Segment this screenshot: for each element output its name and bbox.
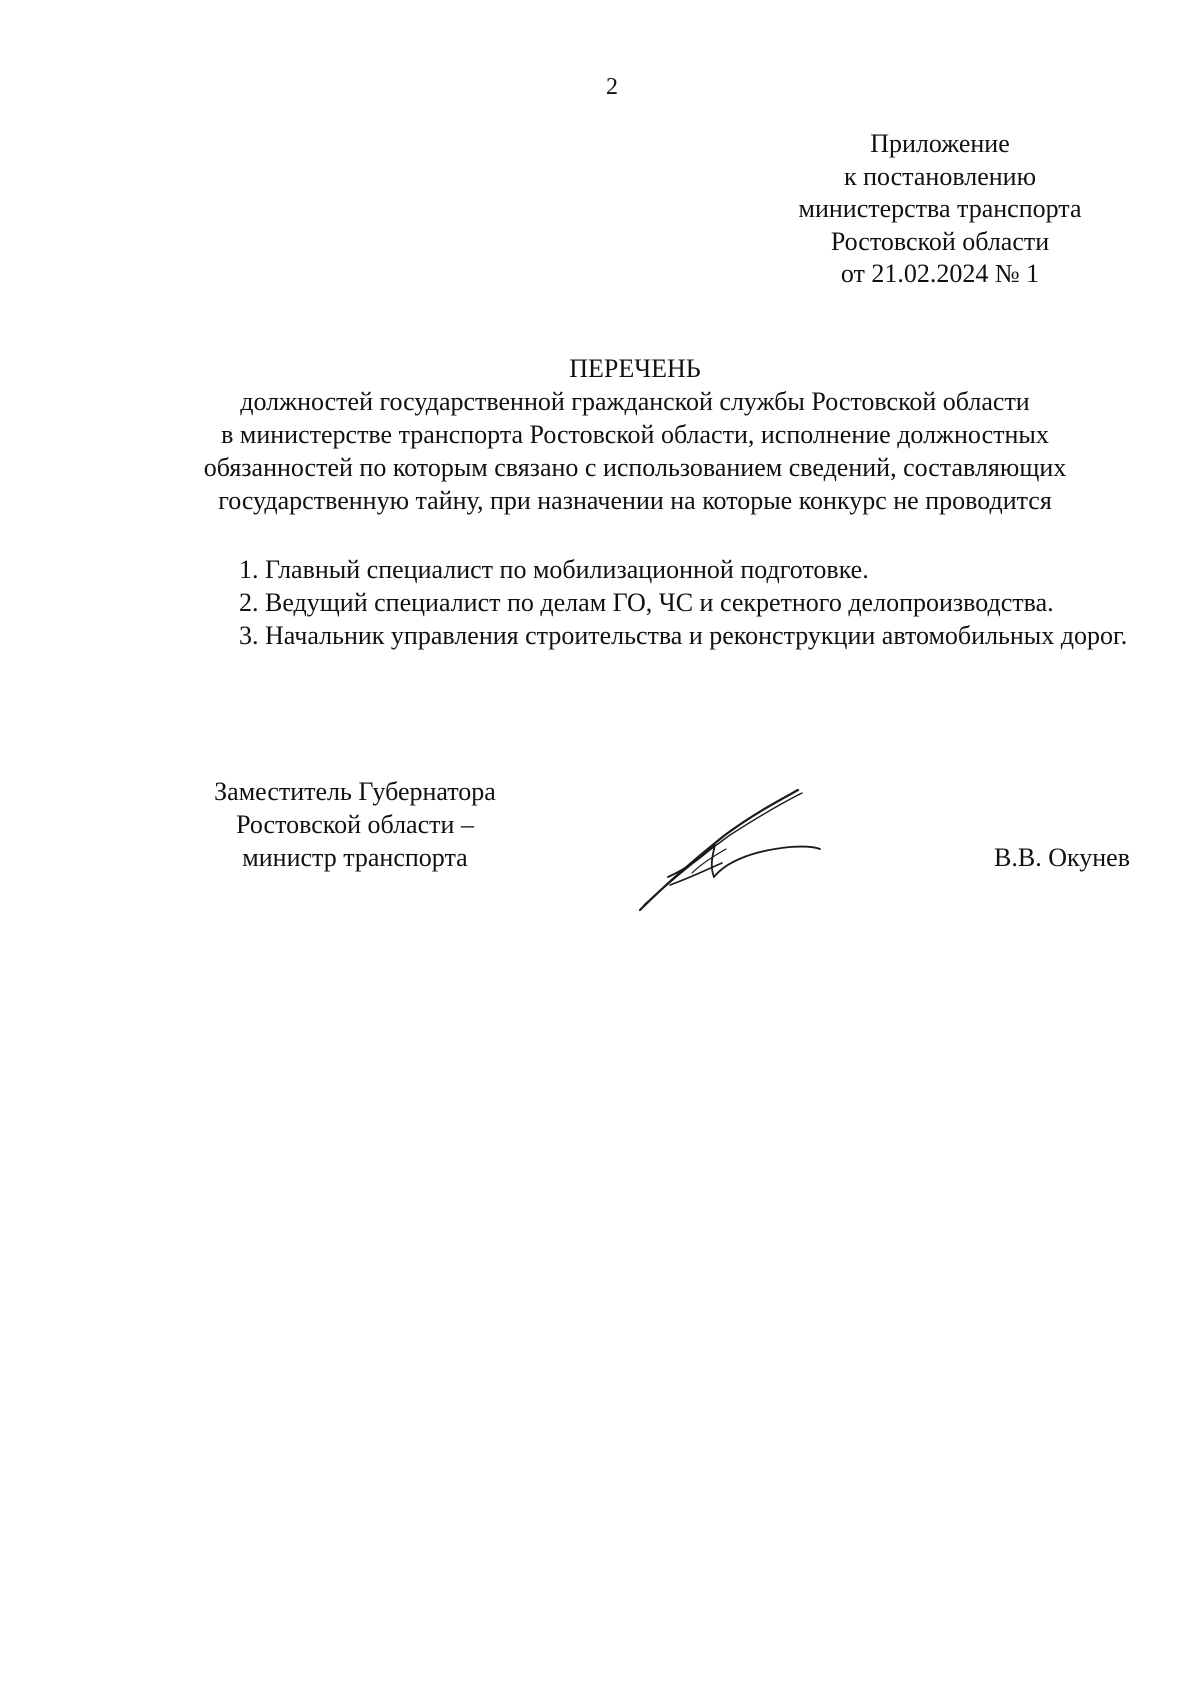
positions-list xyxy=(165,553,1140,652)
document-subtitle-line: государственную тайну, при назначении на которые конкурс не проводится xyxy=(218,486,1052,515)
list-item: 3. Начальник управления строительства и реконструкции автомобильных дорог. xyxy=(239,621,1128,650)
appendix-header xyxy=(740,128,1140,291)
appendix-date-number: от 21.02.2024 № 1 xyxy=(840,259,1040,288)
signer-title-line: министр транспорта xyxy=(242,843,468,872)
signer-title-line: Заместитель Губернатора xyxy=(214,777,496,806)
document-subtitle-line: обязанностей по которым связано с использованием сведений, составляющих xyxy=(203,453,1067,482)
signer-title-line: Ростовской области – xyxy=(236,810,474,839)
appendix-line: Ростовской области xyxy=(830,226,1050,256)
document-subtitle-line: в министерстве транспорта Ростовской области, исполнение должностных xyxy=(221,420,1049,449)
appendix-line: к постановлению xyxy=(843,161,1037,191)
signer-name: В.В. Окунев xyxy=(994,843,1130,872)
document-title: ПЕРЕЧЕНЬ xyxy=(569,354,701,383)
list-item: 2. Ведущий специалист по делам ГО, ЧС и секретного делопроизводства. xyxy=(239,588,1054,617)
list-item: 1. Главный специалист по мобилизационной подготовке. xyxy=(239,555,869,584)
handwritten-signature-icon xyxy=(630,785,850,915)
page-number: 2 xyxy=(606,74,618,100)
appendix-line: Приложение xyxy=(870,129,1010,158)
appendix-line: министерства транспорта xyxy=(798,194,1082,223)
document-heading xyxy=(130,352,1140,517)
document-subtitle-line: должностей государственной гражданской службы Ростовской области xyxy=(240,387,1030,416)
signer-title xyxy=(190,775,520,874)
